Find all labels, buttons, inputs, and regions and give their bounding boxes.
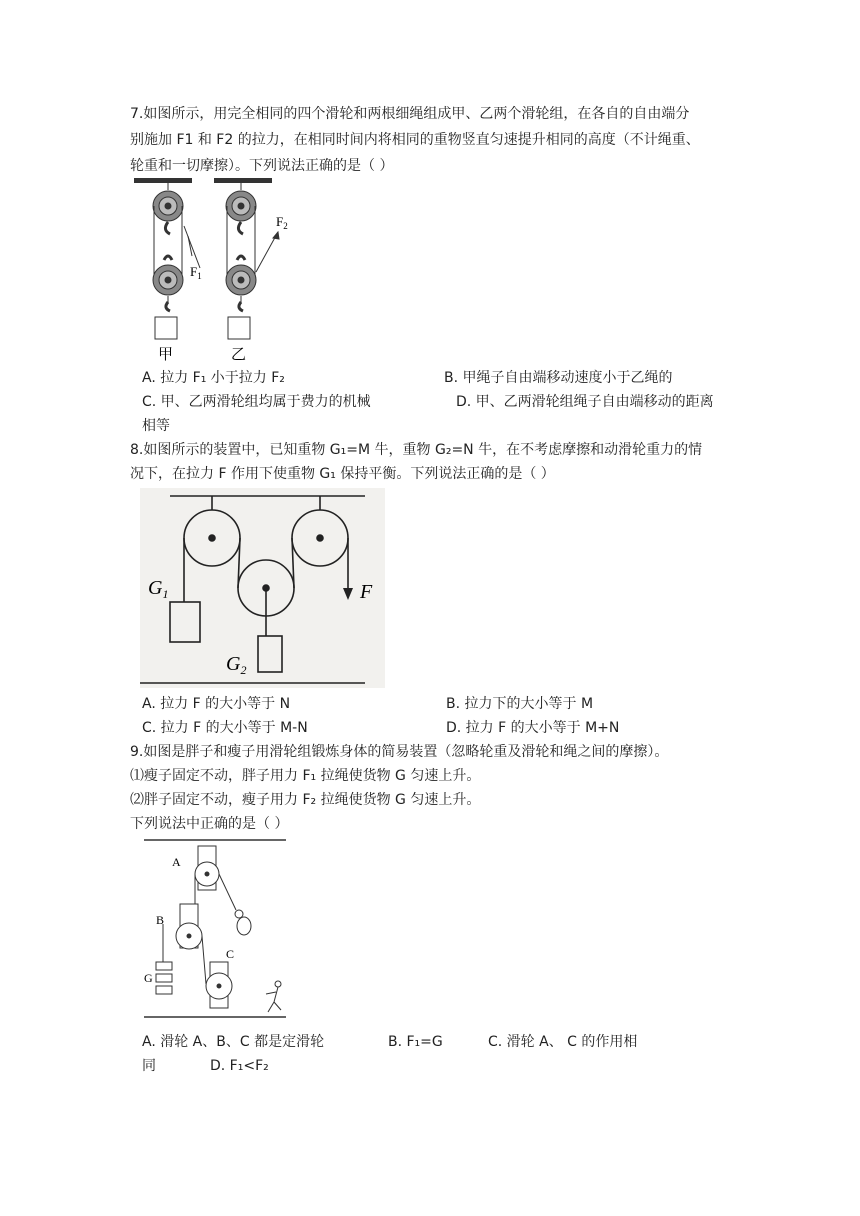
label-f2: $F_2$ [276, 214, 288, 231]
q8-stem-line-2: 况下，在拉力 F 作用下使重物 G₁ 保持平衡。下列说法正确的是（ ） [130, 466, 555, 482]
q7-pulley-figure [128, 176, 303, 366]
q9-option-a[interactable]: A. 滑轮 A、B、C 都是定滑轮 [142, 1034, 325, 1050]
q7-option-c[interactable]: C. 甲、乙两滑轮组均属于费力的机械 [142, 394, 371, 410]
pulley-set-right [226, 183, 256, 339]
q7-option-d-continued: 相等 [142, 418, 170, 434]
q7-stem-line-2: 别施加 F1 和 F2 的拉力，在相同时间内将相同的重物竖直匀速提升相同的高度（不计绳重、 [130, 132, 700, 148]
q7-stem-line-3: 轮重和一切摩擦）。下列说法正确的是（ ） [130, 158, 394, 174]
label-g2: $G_2$ [226, 653, 247, 677]
q8-option-c[interactable]: C. 拉力 F 的大小等于 M-N [142, 720, 308, 736]
label-f1: $F_1$ [190, 264, 202, 281]
q7-option-d[interactable]: D. 甲、乙两滑轮组绳子自由端移动的距离 [456, 394, 714, 410]
q9-stem-line-2: ⑴瘦子固定不动，胖子用力 F₁ 拉绳使货物 G 匀速上升。 [130, 768, 481, 784]
label-g1: $G_1$ [148, 577, 169, 601]
q9-option-c[interactable]: C. 滑轮 A、 C 的作用相 [488, 1034, 638, 1050]
arrow-f2 [256, 232, 279, 272]
q9-stem-line-3: ⑵胖子固定不动，瘦子用力 F₂ 拉绳使货物 G 匀速上升。 [130, 792, 481, 808]
q8-pulley-figure [140, 488, 385, 688]
q9-stem-line-1: 9.如图是胖子和瘦子用滑轮组锻炼身体的简易装置（忽略轮重及滑轮和绳之间的摩擦）。 [130, 744, 669, 760]
label-a: A [172, 855, 181, 869]
q8-stem-line-1: 8.如图所示的装置中，已知重物 G₁=M 牛，重物 G₂=N 牛，在不考虑摩擦和动滑轮重力的情 [130, 442, 703, 458]
q7-option-b[interactable]: B. 甲绳子自由端移动速度小于乙绳的 [444, 370, 673, 386]
label-g: G [144, 971, 153, 985]
label-b: B [156, 913, 165, 927]
q9-option-d[interactable]: D. F₁<F₂ [210, 1058, 269, 1074]
q9-stem-line-4: 下列说法中正确的是（ ） [130, 816, 289, 832]
label-c: C [226, 947, 235, 961]
q9-option-c-continued: 同 [142, 1058, 156, 1074]
q7-option-a[interactable]: A. 拉力 F₁ 小于拉力 F₂ [142, 370, 285, 386]
q8-option-b[interactable]: B. 拉力下的大小等于 M [446, 696, 594, 712]
label-jia: 甲 [158, 347, 174, 363]
ceiling-right [214, 178, 272, 183]
q8-option-d[interactable]: D. 拉力 F 的大小等于 M+N [446, 720, 620, 736]
pulley-set-left [153, 183, 200, 339]
q9-pulley-figure [136, 834, 296, 1022]
q9-option-b[interactable]: B. F₁=G [388, 1034, 443, 1050]
label-yi: 乙 [231, 347, 247, 363]
label-f: F [360, 581, 373, 603]
ceiling-left [134, 178, 192, 183]
q7-stem-line-1: 7.如图所示，用完全相同的四个滑轮和两根细绳组成甲、乙两个滑轮组，在各自的自由端分 [130, 106, 690, 122]
q8-option-a[interactable]: A. 拉力 F 的大小等于 N [142, 696, 291, 712]
